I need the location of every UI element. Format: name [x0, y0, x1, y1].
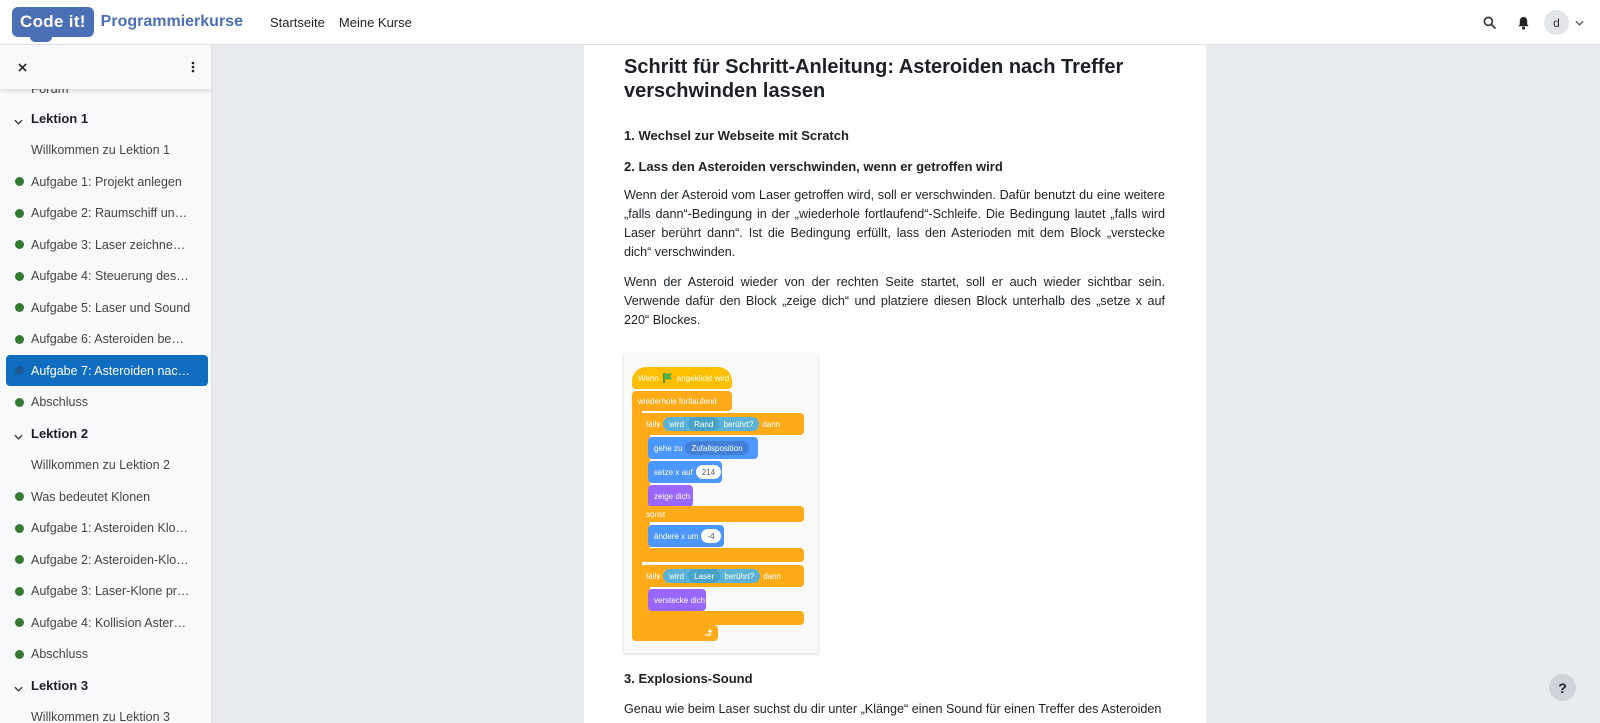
sidebar-section-lektion-1[interactable]	[6, 103, 208, 134]
close-icon[interactable]	[12, 57, 32, 77]
scratch-changex-value: -4	[701, 529, 720, 543]
sidebar-item-aufgabe-1-projekt-anlegen[interactable]	[6, 166, 208, 197]
completion-dot-icon	[15, 618, 24, 627]
sidebar-item-label: Aufgabe 5: Laser und Sound	[31, 300, 191, 315]
sidebar-item-willkommen-zu-lektion-3[interactable]	[6, 702, 208, 723]
completion-dot-icon	[15, 492, 24, 501]
scratch-show-block: zeige dich	[648, 485, 693, 507]
scratch-if-laser-block: falls wird Laser berührt? dann	[640, 565, 804, 587]
completion-dot-icon	[15, 587, 24, 596]
course-index-drawer	[0, 45, 212, 723]
sidebar-item-label: Willkommen zu Lektion 1	[31, 143, 170, 157]
nav-link-meine-kurse[interactable]: Meine Kurse	[338, 14, 412, 30]
scratch-if-text: falls	[646, 419, 661, 429]
scratch-random-dropdown: Zufallsposition	[685, 441, 748, 455]
scratch-edge-dropdown: Rand	[688, 417, 719, 431]
scratch-laser-dropdown: Laser	[688, 569, 720, 583]
sidebar-item-aufgabe-2-asteroiden-klo[interactable]	[6, 544, 208, 575]
sidebar-item-label: Aufgabe 7: Asteroiden nac…	[31, 363, 191, 378]
step-1-heading: 1. Wechsel zur Webseite mit Scratch	[624, 128, 849, 143]
scratch-setx-value: 214	[696, 465, 721, 479]
completion-dot-icon	[15, 272, 24, 281]
completion-dot-icon	[15, 524, 24, 533]
step-3-paragraph: Genau wie beim Laser suchst du dir unter „Klänge“ einen Sound für einen Treffer des Asteroiden	[624, 702, 1162, 716]
scratch-forever-block	[632, 391, 732, 411]
sidebar-item-label: Aufgabe 2: Raumschiff un…	[31, 206, 188, 220]
sidebar-item-abschluss[interactable]	[6, 387, 208, 418]
top-navbar	[0, 0, 1600, 45]
sidebar-item-label: Aufgabe 1: Asteroiden Klo…	[31, 521, 189, 535]
sidebar-item-label: Abschluss	[31, 647, 88, 661]
sidebar-item-aufgabe-4-steuerung-des[interactable]	[6, 261, 208, 292]
sidebar-item-label: Aufgabe 4: Kollision Aster…	[31, 615, 186, 630]
step-2-paragraph-1: Wenn der Asteroid vom Laser getroffen wird, soll er verschwinden. Dafür benutzt du eine weitere „falls dann“-Bedingung in der „wiederhole fortlaufend“-Schleife. Die Bedingung lautet „falls wird Laser berührt dann“. Ist die Bedingung erfüllt, lass den Asterioden mit dem Block „verstecke dich“ verschwinden.	[624, 188, 1165, 259]
sidebar-item-label: Aufgabe 6: Asteroiden be…	[31, 332, 184, 346]
nav-link-startseite[interactable]: Startseite	[269, 14, 325, 30]
sidebar-item-aufgabe-2-raumschiff-un[interactable]	[6, 198, 208, 229]
scratch-hat-block	[632, 367, 732, 389]
sidebar-item-label: Willkommen zu Lektion 3	[31, 710, 170, 723]
sidebar-item-aufgabe-3-laser-zeichne[interactable]	[6, 229, 208, 260]
scratch-goto-block: gehe zu Zufallsposition	[648, 437, 758, 459]
sidebar-section-lektion-3[interactable]	[6, 670, 208, 701]
page-title: Schritt für Schritt-Anleitung: Asteroiden nach Treffer verschwinden lassen	[624, 56, 1124, 102]
green-flag-icon	[662, 372, 674, 384]
sidebar-item-aufgabe-3-laser-klone-pr[interactable]	[6, 576, 208, 607]
step-2-heading: 2. Lass den Asteroiden verschwinden, wenn er getroffen wird	[624, 159, 1003, 174]
scratch-touching-edge-sensor: wird Rand berührt?	[663, 417, 759, 431]
sidebar-item-aufgabe-1-asteroiden-klo[interactable]	[6, 513, 208, 544]
scratch-if-edge-block	[640, 413, 804, 435]
help-button[interactable]: ?	[1549, 674, 1576, 701]
sidebar-item-willkommen-zu-lektion-2[interactable]	[6, 450, 208, 481]
scratch-else-block: sonst	[640, 506, 804, 522]
completion-dot-icon	[15, 398, 24, 407]
nav-actions	[1472, 0, 1584, 45]
loop-arrow-icon	[704, 629, 712, 637]
sidebar-item-aufgabe-5-laser-und-sound[interactable]	[6, 292, 208, 323]
sidebar-item-aufgabe-7-asteroiden-nac[interactable]	[6, 355, 208, 386]
search-icon[interactable]	[1472, 6, 1506, 40]
step-2-paragraph-2: Wenn der Asteroid wieder von der rechten Seite startet, soll er auch wieder sichtbar sein. Verwende dafür den Block „zeige dich“ und platziere diesen Block unterhalb des „setze x auf 220“ Blockes.	[624, 275, 1165, 327]
scratch-forever-end	[632, 625, 718, 641]
chevron-down-icon[interactable]	[14, 114, 23, 128]
scratch-setx-block: setze x auf 214	[648, 461, 722, 483]
scratch-forever-text: wiederhole fortlaufend	[638, 396, 717, 406]
chevron-down-icon[interactable]	[1575, 20, 1584, 26]
scratch-if2-end	[640, 611, 804, 625]
bell-icon[interactable]	[1506, 6, 1540, 40]
sidebar-section-lektion-2[interactable]	[6, 418, 208, 449]
main-content	[584, 45, 1206, 723]
completion-dot-icon	[15, 555, 24, 564]
sidebar-item-willkommen-zu-lektion-1[interactable]	[6, 135, 208, 166]
sidebar-item-label: Aufgabe 1: Projekt anlegen	[31, 174, 182, 189]
chevron-down-icon[interactable]	[14, 429, 23, 443]
more-vertical-icon[interactable]	[183, 57, 203, 77]
sidebar-item-aufgabe-4-kollision-aster[interactable]	[6, 607, 208, 638]
sidebar-item-label: Willkommen zu Lektion 2	[31, 458, 170, 472]
chevron-down-icon[interactable]	[14, 681, 23, 695]
sidebar-item-label: Aufgabe 3: Laser zeichne…	[31, 237, 186, 252]
scratch-touching-laser-sensor: wird Laser berührt?	[663, 569, 760, 583]
scratch-when-text: Wenn	[638, 373, 659, 383]
sidebar-item-abschluss[interactable]	[6, 639, 208, 670]
completion-dot-icon	[15, 303, 24, 312]
step-3-heading: 3. Explosions-Sound	[624, 671, 753, 686]
scratch-changex-block: ändere x um -4	[648, 525, 724, 547]
sidebar-item-label: Aufgabe 4: Steuerung des…	[31, 269, 189, 283]
sidebar-item-label: Aufgabe 3: Laser-Klone pr…	[31, 584, 190, 598]
logo-name: Programmierkurse	[100, 13, 243, 30]
drawer-header	[0, 45, 212, 89]
sidebar-item-label: Aufgabe 2: Asteroiden-Klo…	[31, 552, 189, 567]
scratch-hide-block: verstecke dich	[648, 589, 706, 611]
completion-dot-icon	[15, 650, 24, 659]
completion-dot-icon	[15, 177, 24, 186]
scratch-if-end	[640, 548, 804, 562]
sidebar-item-was-bedeutet-klonen[interactable]	[6, 481, 208, 512]
avatar[interactable]: d	[1544, 10, 1569, 35]
scratch-code-image	[624, 353, 818, 653]
completion-dot-icon	[15, 240, 24, 249]
logo-badge: Code it!	[12, 7, 94, 37]
scratch-then-text: dann	[762, 419, 781, 429]
sidebar-item-label: Abschluss	[31, 395, 88, 409]
scratch-clicked-text: angeklickt wird	[676, 373, 730, 383]
sidebar-item-aufgabe-6-asteroiden-be[interactable]	[6, 324, 208, 355]
completion-dot-icon	[15, 335, 24, 344]
site-logo[interactable]	[12, 6, 243, 38]
completion-dot-icon	[15, 366, 24, 375]
sidebar-item-label: Was bedeutet Klonen	[31, 489, 151, 504]
sidebar-item-label: Lektion 2	[31, 426, 89, 441]
sidebar-item-label: Lektion 1	[31, 111, 89, 126]
sidebar-item-label: Lektion 3	[31, 678, 89, 693]
completion-dot-icon	[15, 209, 24, 218]
